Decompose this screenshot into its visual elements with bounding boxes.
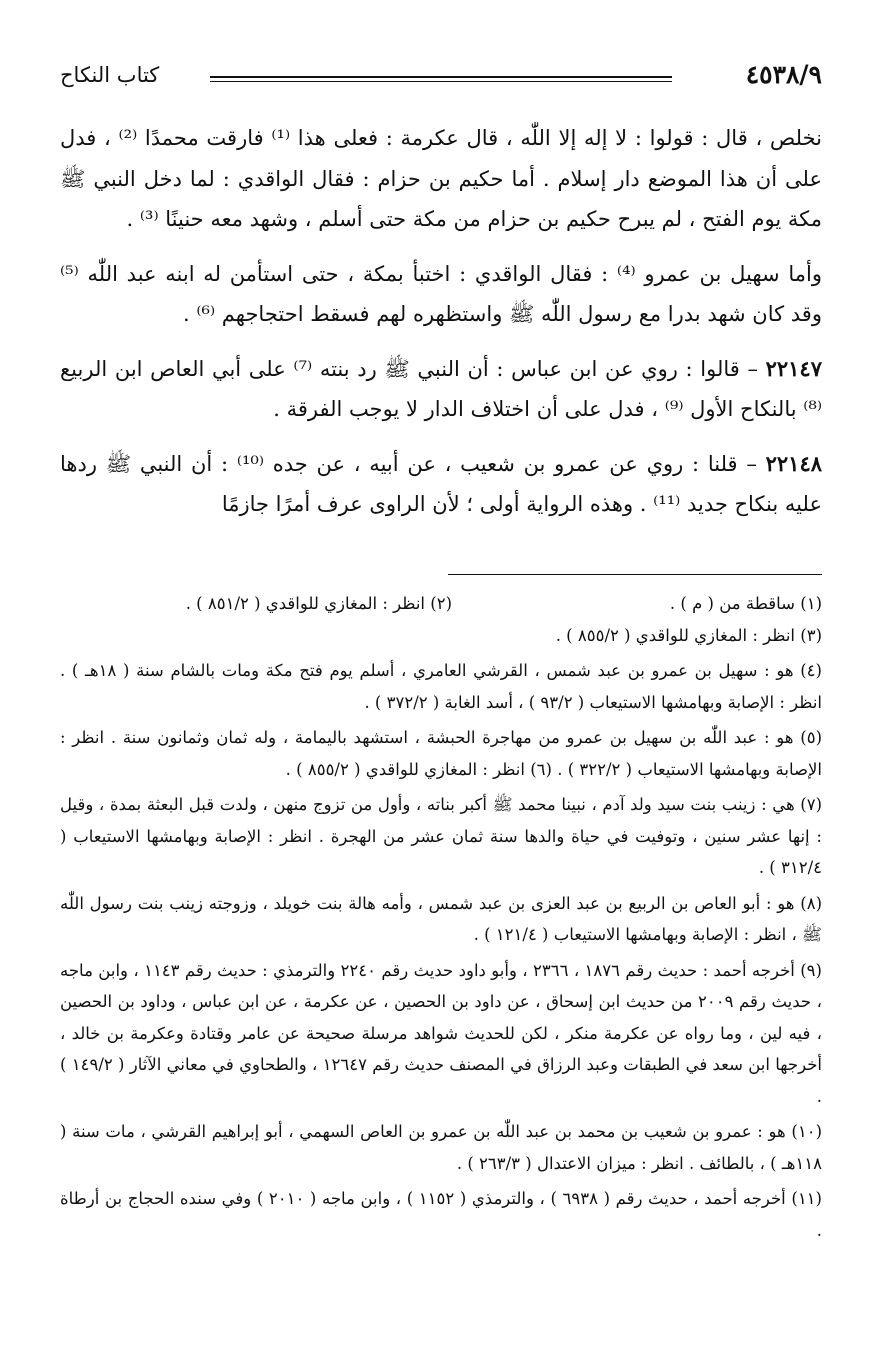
header-rule (210, 76, 672, 78)
paragraph-1: نخلص ، قال : قولوا : لا إله إلا اللّٰه ، قال عكرمة : فعلى هذا ⁽¹⁾ فارقت محمدًا ⁽²⁾ ، فدل على أن هذا الموضع دار إسلام . أما حكيم بن حزام : فقال الواقدي : لما دخل النبي ﷺ مكة يوم الفتح ، لم يبرح حكيم بن حزام من مكة حتى أسلم ، وشهد معه حنينًا ⁽³⁾ . (60, 126, 822, 231)
footnote-8: (٨) هو : أبو العاص بن الربيع بن عبد العزى بن عبد شمس ، وأمه هالة بنت خويلد ، وزوجته زينب بنت رسول اللّٰه ﷺ ، انظر : الإصابة وبهامشها الاستيعاب ( ١٢١/٤ ) . (60, 893, 822, 944)
header-rule-thin (210, 81, 672, 82)
footnote-11: (١١) أخرجه أحمد ، حديث رقم ( ٦٩٣٨ ) ، والترمذي ( ١١٥٢ ) ، وابن ماجه ( ٢٠١٠ ) وفي سنده الحجاج بن أرطاة . (60, 1189, 822, 1240)
page-number: ٤٥٣٨/٩ (745, 60, 822, 89)
footnote-10: (١٠) هو : عمرو بن شعيب بن محمد بن عبد اللّٰه بن عمرو بن العاص السهمي ، أبو إبراهيم القرشي ، مات سنة ( ١١٨هـ ) ، بالطائف . انظر : ميزان الاعتدال ( ٢٦٣/٣ ) . (60, 1122, 822, 1173)
footnote-1: (١) ساقطة من ( م ) . (669, 594, 822, 613)
footnote-4: (٤) هو : سهيل بن عمرو بن عبد شمس ، القرشي العامري ، أسلم يوم فتح مكة ومات بالشام سنة ( ١٨هـ ) . انظر : الإصابة وبهامشها الاستيعاب ( ٩٣/٢ ) ، أسد الغابة ( ٣٧٢/٢ ) . (60, 661, 822, 712)
paragraph-2: وأما سهيل بن عمرو ⁽⁴⁾ : فقال الواقدي : اختبأ بمكة ، حتى استأمن له ابنه عبد اللّٰه ⁽⁵⁾ وقد كان شهد بدرا مع رسول اللّٰه ﷺ واستظهره لهم فسقط احتجاجهم ⁽⁶⁾ . (60, 261, 822, 326)
page-header (60, 58, 822, 94)
footnote-7: (٧) هي : زينب بنت سيد ولد آدم ، نبينا محمد ﷺ أكبر بناته ، وأول من تزوج منهن ، ولدت قبل البعثة بمدة ، وقيل : إنها عشر سنين ، وتوفيت في حياة والدها سنة ثمان عشر من الهجرة . انظر : الإصابة وبهامشها الاستيعاب ( ٣١٢/٤ ) . (60, 795, 822, 877)
footnote-2: (٢) انظر : المغازي للواقدي ( ٨٥١/٢ ) . (185, 594, 452, 613)
footnote-3: (٣) انظر : المغازي للواقدي ( ٨٥٥/٢ ) . (555, 625, 822, 645)
footnote-separator (448, 574, 822, 575)
footnotes (60, 588, 822, 1246)
paragraph-3-text: – قالوا : روي عن ابن عباس : أن النبي ﷺ رد بنته ⁽⁷⁾ على أبي العاص ابن الربيع ⁽⁸⁾ بالنكاح الأول ⁽⁹⁾ ، فدل على أن اختلاف الدار لا يوجب الفرقة . (60, 356, 822, 421)
hadith-number-22148: ٢٢١٤٨ (765, 450, 823, 476)
footnote-6: (٦) انظر : المغازي للواقدي ( ٨٥٥/٢ ) . (285, 759, 552, 779)
footnote-5-text: (٥) هو : عبد اللّٰه بن سهيل بن عمرو من مهاجرة الحبشة ، استشهد باليمامة ، وله ثمان وثمانون سنة . انظر : الإصابة وبهامشها الاستيعاب ( ٣٢٢/٢ ) . (60, 728, 822, 779)
footnote-5 (60, 722, 822, 785)
paragraph-3 (60, 349, 822, 430)
paragraph-4-text: – قلنا : روي عن عمرو بن شعيب ، عن أبيه ، عن جده ⁽¹⁰⁾ : أن النبي ﷺ ردها عليه بنكاح جديد ⁽¹¹⁾ . وهذه الرواية أولى ؛ لأن الراوى عرف أمرًا جازمًا (60, 451, 822, 516)
book-title: كتاب النكاح (60, 63, 160, 87)
main-text (60, 118, 822, 525)
footnote-9: (٩) أخرجه أحمد : حديث رقم ١٨٧٦ ، ٢٣٦٦ ، وأبو داود حديث رقم ٢٢٤٠ والترمذي : حديث رقم ١١٤٣ ، وابن ماجه ، حديث رقم ٢٠٠٩ من حديث ابن إسحاق ، عن داود بن الحصين ، عن عكرمة ، عن ابن عباس ، وداود بن الحصين ، فيه لين ، وما رواه عن عكرمة منكر ، لكن للحديث شواهد مرسلة صحيحة عن عامر وقتادة وعكرمة بن خالد ، أخرجها ابن سعد في الطبقات وعبد الرزاق في المصنف حديث رقم ١٢٦٤٧ ، والطحاوي في معاني الآثار ( ١٤٩/٢ ) . (60, 960, 822, 1106)
paragraph-4 (60, 444, 822, 525)
hadith-number-22147: ٢٢١٤٧ (765, 355, 822, 381)
footnote-row-1-2 (60, 588, 822, 620)
